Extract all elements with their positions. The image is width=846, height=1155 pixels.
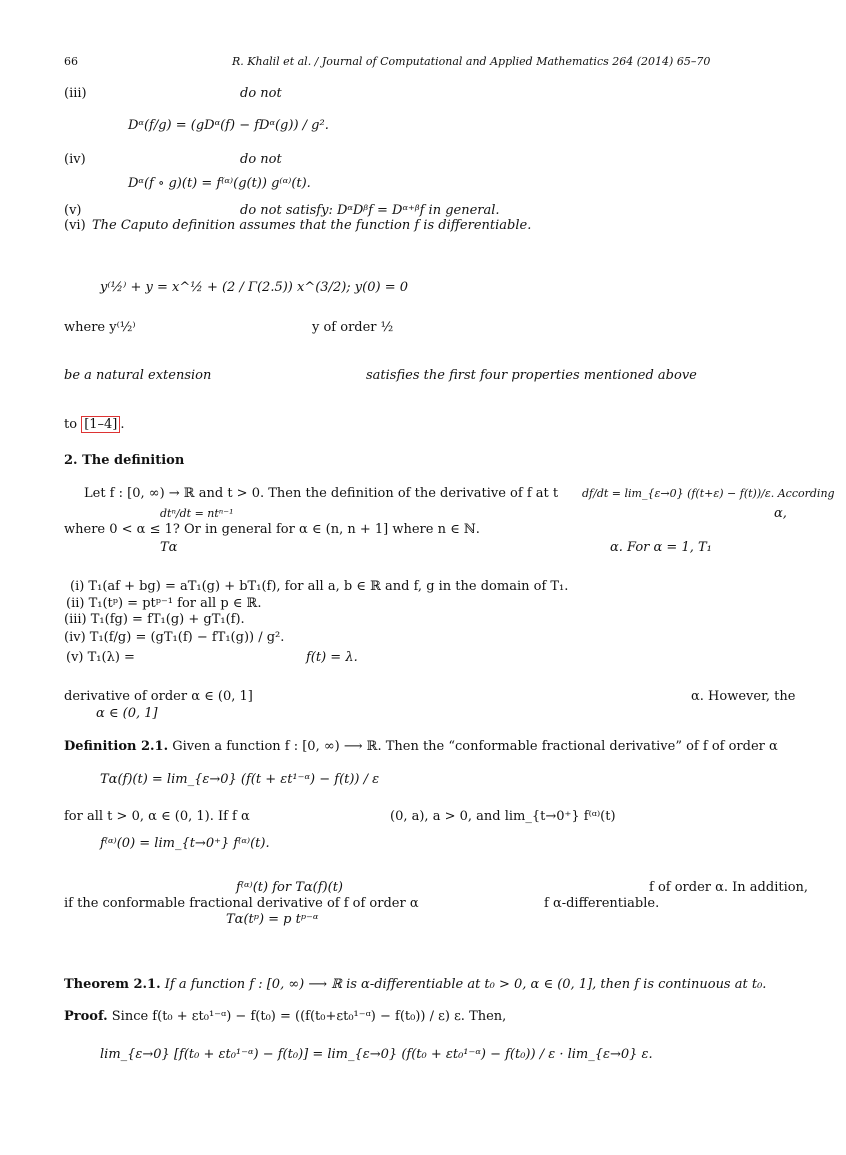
text-line: Let f : [0, ∞) → ℝ and t > 0. Then the definition of the derivative of f at t (84, 486, 559, 501)
theorem-text: If a function f : [0, ∞) ⟶ ℝ is α-differentiable at t₀ > 0, α ∈ (0, 1], then f is continuous at t₀. (164, 977, 767, 992)
text-fragment: α. For α = 1, T₁ (610, 540, 712, 555)
item-label: (v) (64, 203, 82, 218)
text-fragment: f of order α. In addition, (649, 880, 809, 895)
definition (64, 739, 778, 754)
property-item: (iii) T₁(fg) = fT₁(g) + gT₁(f). (64, 612, 245, 627)
text-line: y of order ½ (312, 320, 394, 335)
text-fragment: f⁽ᵅ⁾(t) for Tα(f)(t) (236, 880, 343, 895)
item-label: (iii) (64, 86, 87, 101)
text-line: satisfies the first four properties mentioned above (366, 368, 697, 383)
item-text: do not (240, 152, 282, 167)
theorem (64, 977, 766, 992)
text-line: where 0 < α ≤ 1? Or in general for α ∈ (n, n + 1] where n ∈ ℕ. (64, 522, 480, 537)
text-fragment: α ∈ (0, 1] (96, 706, 158, 721)
proof-label: Proof. (64, 1009, 108, 1024)
equation-inline: Tα(tᵖ) = p tᵖ⁻ᵅ (226, 912, 319, 927)
item-label: (vi) (64, 218, 86, 233)
section-heading: 2. The definition (64, 453, 185, 468)
property-item: (ii) T₁(tᵖ) = ptᵖ⁻¹ for all p ∈ ℝ. (66, 596, 262, 611)
proof (64, 1009, 506, 1024)
text-line: for all t > 0, α ∈ (0, 1). If f α (64, 809, 250, 824)
text-fragment: Tα (160, 540, 178, 555)
property-item: (i) T₁(af + bg) = aT₁(g) + bT₁(f), for all a, b ∈ ℝ and f, g in the domain of T₁. (70, 579, 569, 594)
text-fragment: α. However, the (691, 689, 796, 704)
running-title: R. Khalil et al. / Journal of Computational and Applied Mathematics 264 (2014) 65–70 (232, 55, 711, 68)
text-fragment: f(t) = λ. (306, 650, 358, 665)
property-item: (v) T₁(λ) = (66, 650, 135, 665)
equation-inline: df/dt = lim_{ε→0} (f(t+ε) − f(t))/ε. According (582, 487, 835, 500)
item-text: The Caputo definition assumes that the function f is differentiable. (92, 218, 532, 233)
equation-inline: dtⁿ/dt = ntⁿ⁻¹ (160, 507, 234, 520)
text-fragment: (0, a), a > 0, and lim_{t→0⁺} f⁽ᵅ⁾(t) (390, 809, 616, 824)
text-fragment: to (64, 417, 82, 432)
equation-example: y⁽½⁾ + y = x^½ + (2 / Γ(2.5)) x^(3/2); y(0) = 0 (100, 280, 408, 295)
item-text: do not satisfy: DᵅDᵝf = Dᵅ⁺ᵝf in general. (240, 203, 500, 218)
text-line: be a natural extension (64, 368, 212, 383)
text-line: if the conformable fractional derivative of f of order α (64, 896, 419, 911)
text-line (64, 417, 125, 432)
equation-definition: Tα(f)(t) = lim_{ε→0} (f(t + εt¹⁻ᵅ) − f(t)) / ε (100, 772, 380, 787)
definition-label: Definition 2.1. (64, 739, 169, 754)
page-number: 66 (64, 55, 78, 68)
text-fragment: . (120, 417, 125, 432)
equation-quotient-rule: Dᵅ(f/g) = (gDᵅ(f) − fDᵅ(g)) / g². (128, 118, 329, 133)
item-text: do not (240, 86, 282, 101)
equation-chain-rule: Dᵅ(f ∘ g)(t) = f⁽ᵅ⁾(g(t)) g⁽ᵅ⁾(t). (128, 176, 311, 191)
property-item: (iv) T₁(f/g) = (gT₁(f) − fT₁(g)) / g². (64, 630, 285, 645)
text-line: derivative of order α ∈ (0, 1] (64, 689, 253, 704)
text-line: where y⁽½⁾ (64, 320, 136, 335)
definition-text: Given a function f : [0, ∞) ⟶ ℝ. Then the “conformable fractional derivative” of f of order α (172, 739, 778, 754)
proof-text: Since f(t₀ + εt₀¹⁻ᵅ) − f(t₀) = ((f(t₀+εt₀¹⁻ᵅ) − f(t₀)) / ε) ε. Then, (111, 1009, 507, 1024)
equation-proof: lim_{ε→0} [f(t₀ + εt₀¹⁻ᵅ) − f(t₀)] = lim_{ε→0} (f(t₀ + εt₀¹⁻ᵅ) − f(t₀)) / ε · lim_{ε→0} ε. (100, 1047, 653, 1062)
text-fragment: α, (774, 506, 787, 521)
theorem-label: Theorem 2.1. (64, 977, 161, 992)
item-label: (iv) (64, 152, 86, 167)
text-fragment: f α-differentiable. (544, 896, 660, 911)
equation-zero-limit: f⁽ᵅ⁾(0) = lim_{t→0⁺} f⁽ᵅ⁾(t). (100, 836, 270, 851)
citation-link[interactable]: [1–4] (81, 416, 120, 433)
